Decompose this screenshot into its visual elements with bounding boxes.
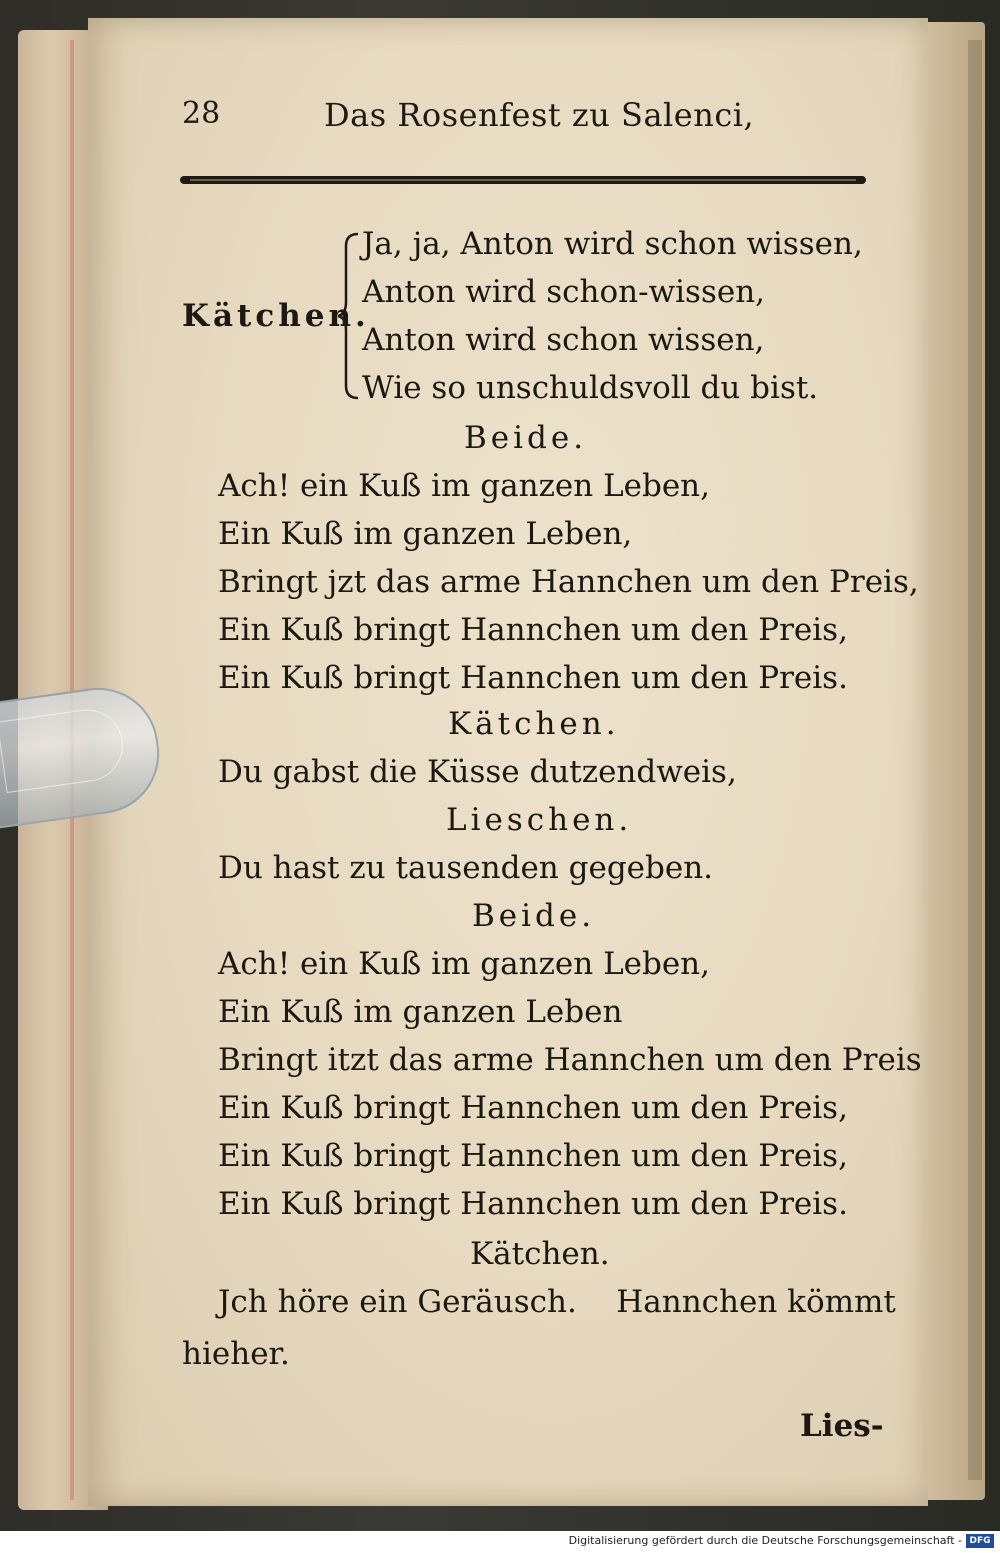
book-right-shadow [968, 40, 982, 1480]
prose-line: Jch höre ein Geräusch. Hannchen kömmt [218, 1284, 896, 1320]
header-rule [180, 176, 866, 184]
prose-line: hieher. [182, 1336, 290, 1372]
bookmark-clip-highlight [0, 705, 128, 793]
speaker-beide: Beide. [472, 898, 596, 934]
footer-credit: Digitalisierung gefördert durch die Deutsche Forschungsgemeinschaft - [568, 1534, 962, 1547]
verse-line: Du gabst die Küsse dutzendweis, [218, 754, 737, 790]
page-number: 28 [182, 96, 221, 131]
verse-line: Ach! ein Kuß im ganzen Leben, [218, 468, 711, 504]
verse-line: Ach! ein Kuß im ganzen Leben, [218, 946, 711, 982]
verse-line: Ein Kuß bringt Hannchen um den Preis, [218, 1138, 848, 1174]
verse-line: Ein Kuß bringt Hannchen um den Preis, [218, 612, 848, 648]
running-title: Das Rosenfest zu Salenci, [324, 96, 755, 134]
verse-line: Anton wird schon wissen, [362, 322, 765, 358]
speaker-katchen: Kätchen. [448, 706, 620, 742]
verse-line: Wie so unschuldsvoll du bist. [362, 370, 819, 406]
verse-line: Ein Kuß bringt Hannchen um den Preis, [218, 1090, 848, 1126]
verse-line: Ein Kuß bringt Hannchen um den Preis. [218, 1186, 848, 1222]
page-header [182, 96, 762, 146]
verse-line: Ein Kuß im ganzen Leben, [218, 516, 633, 552]
verse-line: Bringt jzt das arme Hannchen um den Preis, [218, 564, 919, 600]
speaker-beide: Beide. [464, 420, 588, 456]
footer-credit-bar [0, 1531, 1000, 1553]
verse-line: Ja, ja, Anton wird schon wissen, [362, 226, 863, 262]
catchword: Lies- [800, 1408, 884, 1444]
verse-line: Du hast zu tausenden gegeben. [218, 850, 714, 886]
verse-line: Bringt itzt das arme Hannchen um den Preis [218, 1042, 922, 1078]
dfg-logo: DFG [966, 1534, 994, 1548]
speaker-katchen: Kätchen. [182, 298, 370, 334]
curly-brace-icon [338, 232, 360, 400]
verse-line: Ein Kuß bringt Hannchen um den Preis. [218, 660, 848, 696]
speaker-lieschen: Lieschen. [446, 802, 633, 838]
verse-line: Anton wird schon-wissen, [362, 274, 766, 310]
verse-line: Ein Kuß im ganzen Leben [218, 994, 623, 1030]
speaker-katchen: Kätchen. [470, 1236, 610, 1272]
